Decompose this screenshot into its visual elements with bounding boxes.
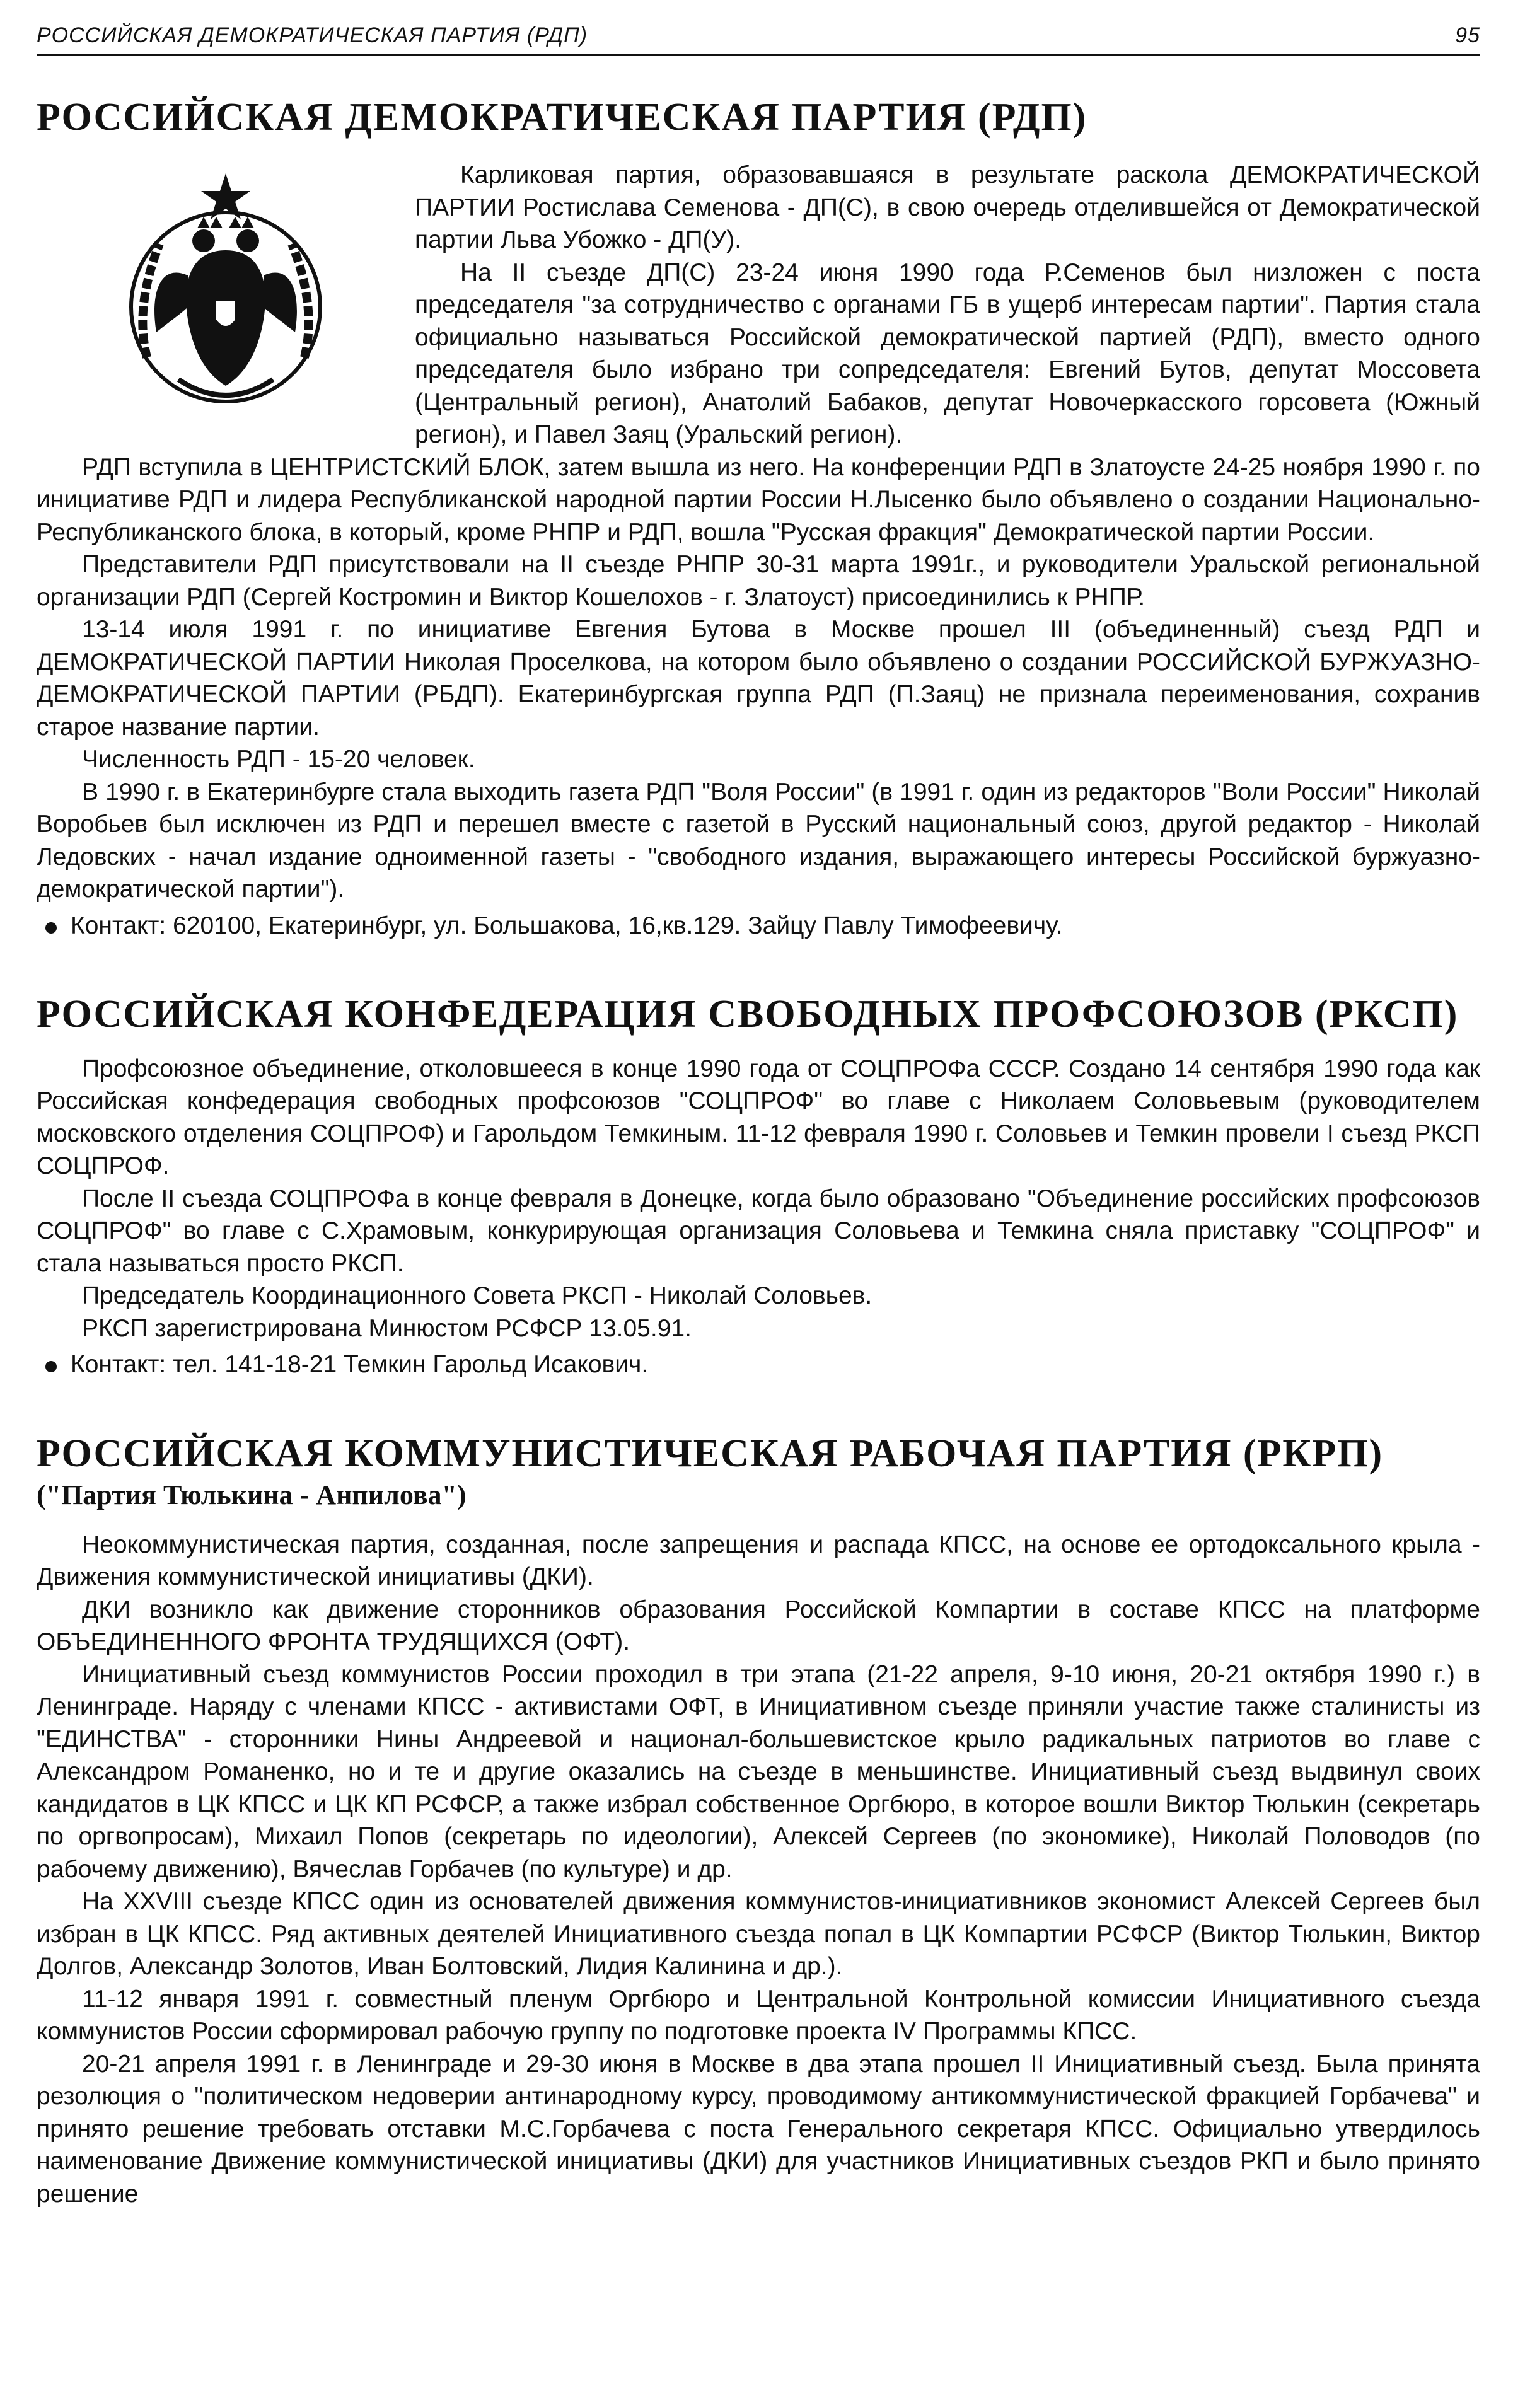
double-headed-eagle-emblem (37, 159, 415, 430)
bullet-icon (45, 922, 57, 934)
bullet-icon (45, 1361, 57, 1372)
running-title: РОССИЙСКАЯ ДЕМОКРАТИЧЕСКАЯ ПАРТИЯ (РДП) (37, 23, 588, 47)
rdp-paragraph-2: На II съезде ДП(С) 23-24 июня 1990 года Р.Семенов был низложен с поста председателя "за сотрудничество с органами ГБ в ущерб интересам партии". Партия стала официально называться Российской демократической партией (РДП), вместо одного председателя было избрано три сопредседателя: Евгений Бутов, депутат Моссовета (Центральный регион), Анатолий Бабаков, депутат Новочеркасского горсовета (Южный регион), и Павел Заяц (Уральский регион). (415, 258, 1480, 449)
rdp-paragraph-7: В 1990 г. в Екатеринбурге стала выходить газета РДП "Воля России" (в 1991 г. один из редакторов "Воли России" Николай Воробьев был исключен из РДП и перешел вместе с газетой в Русский национальный союз, другой редактор - Николай Ледовских - начал издание одноименной газеты - "свободного издания, выражающего интересы Российской буржуазно-демократической партии"). (37, 778, 1480, 903)
rdp-contact (37, 910, 1480, 942)
rdp-paragraph-3: РДП вступила в ЦЕНТРИСТСКИЙ БЛОК, затем вышла из него. На конференции РДП в Златоусте 24-25 ноября 1990 г. по инициативе РДП и лидера Республиканской народной партии России Н.Лысенко было объявлено о создании Национально-Республиканского блока, в который, кроме РНПР и РДП, вошла "Русская фракция" Демократической партии России. (37, 453, 1480, 546)
page-number: 95 (1455, 23, 1480, 47)
rdp-paragraph-6: Численность РДП - 15-20 человек. (82, 746, 475, 773)
section-title-rkrp: РОССИЙСКАЯ КОММУНИСТИЧЕСКАЯ РАБОЧАЯ ПАРТИЯ (РКРП) (37, 1432, 1384, 1475)
rkrp-paragraph-1: Неокоммунистическая партия, созданная, после запрещения и распада КПСС, на основе ее ортодоксального крыла - Движения коммунистической инициативы (ДКИ). (37, 1531, 1480, 1591)
section-rksp (37, 992, 1480, 1381)
section-title-rdp: РОССИЙСКАЯ ДЕМОКРАТИЧЕСКАЯ ПАРТИЯ (РДП) (37, 96, 1087, 139)
rkrp-paragraph-6: 20-21 апреля 1991 г. в Ленинграде и 29-30 июня в Москве в два этапа прошел II Инициативный съезд. Была принята резолюция о "политическом недоверии антинародному курсу, проводимому антикоммунистической фракцией Горбачева" и принято решение требовать отставки М.С.Горбачева с поста Генерального секретаря КПСС. Официально утвердилось наименование Движение коммунистической инициативы (ДКИ) для участников Инициативных съездов РКП и было принято решение (37, 2050, 1480, 2208)
running-header (37, 18, 1480, 56)
rksp-contact (37, 1348, 1480, 1381)
rdp-paragraph-5: 13-14 июля 1991 г. по инициативе Евгения Бутова в Москве прошел III (объединенный) съезд РДП и ДЕМОКРАТИЧЕСКОЙ ПАРТИИ Николая Проселкова, на котором было объявлено о создании РОССИЙСКОЙ БУРЖУАЗНО-ДЕМОКРАТИЧЕСКОЙ ПАРТИИ (РБДП). Екатеринбургская группа РДП (П.Заяц) не признала переименования, сохранив старое название партии. (37, 616, 1480, 741)
rksp-paragraph-4: РКСП зарегистрирована Минюстом РСФСР 13.05.91. (82, 1314, 692, 1342)
rksp-paragraph-3: Председатель Координационного Совета РКСП - Николай Соловьев. (82, 1282, 872, 1310)
rkrp-paragraph-4: На XXVIII съезде КПСС один из основателей движения коммунистов-инициативников экономист Алексей Сергеев был избран в ЦК КПСС. Ряд активных деятелей Инициативного съезда попал в ЦК Компартии РСФСР (Виктор Тюлькин, Виктор Долгов, Александр Золотов, Иван Болтовский, Лидия Калинина и др.). (37, 1888, 1480, 1981)
rdp-paragraph-4: Представители РДП присутствовали на II съезде РНПР 30-31 марта 1991г., и руководители Уральской региональной организации РДП (Сергей Костромин и Виктор Кошелохов - г. Златоуст) присоединились к РНПР. (37, 551, 1480, 611)
rksp-paragraph-1: Профсоюзное объединение, отколовшееся в конце 1990 года от СОЦПРОФа СССР. Создано 14 сентября 1990 года как Российская конфедерация свободных профсоюзов "СОЦПРОФ" во главе с Николаем Соловьевым (руководителем московского отделения СОЦПРОФ) и Гарольдом Темкиным. 11-12 февраля 1990 г. Соловьев и Темкин провели I съезд РКСП СОЦПРОФ. (37, 1055, 1480, 1180)
document-page (37, 18, 1480, 2210)
rkrp-paragraph-5: 11-12 января 1991 г. совместный пленум Оргбюро и Центральной Контрольной комиссии Инициативного съезда коммунистов России сформировал рабочую группу по подготовке проекта IV Программы КПСС. (37, 1985, 1480, 2046)
section-rdp (37, 95, 1480, 942)
rksp-contact-text: Контакт: тел. 141-18-21 Темкин Гарольд Исакович. (71, 1351, 649, 1379)
rkrp-paragraph-3: Инициативный съезд коммунистов России проходил в три этапа (21-22 апреля, 9-10 июня, 20-21 октября 1990 г.) в Ленинграде. Наряду с членами КПСС - активистами ОФТ, в Инициативном съезде приняли участие также сталинисты из "ЕДИНСТВА" - сторонники Нины Андреевой и национал-большевистское крыло радикальных патриотов во главе с Александром Романенко, но и те и другие оказались на съезде в меньшинстве. Инициативный съезд выдвинул своих кандидатов в ЦК КПСС и ЦК КП РСФСР, а также избрал собственное Оргбюро, в которое вошли Виктор Тюлькин (секретарь по оргвопросам), Михаил Попов (секретарь по идеологии), Алексей Сергеев (по экономике), Николай Половодов (по рабочему движению), Вячеслав Горбачев (по культуре) и др. (37, 1660, 1480, 1883)
section-rkrp (37, 1432, 1480, 2211)
rksp-paragraph-2: После II съезда СОЦПРОФа в конце февраля в Донецке, когда было образовано "Объединение российских профсоюзов СОЦПРОФ" во главе с С.Храмовым, конкурирующая организация Соловьева и Темкина сняла приставку "СОЦПРОФ" и стала называться просто РКСП. (37, 1184, 1480, 1277)
rdp-paragraph-1: Карликовая партия, образовавшаяся в результате раскола ДЕМОКРАТИЧЕСКОЙ ПАРТИИ Ростислава Семенова - ДП(С), в свою очередь отделившейся от Демократической партии Льва Убожко - ДП(У). (415, 161, 1480, 254)
section-subtitle-rkrp: ("Партия Тюлькина - Анпилова") (37, 1479, 467, 1510)
rkrp-paragraph-2: ДКИ возникло как движение сторонников образования Российской Компартии в составе КПСС на платформе ОБЪЕДИНЕННОГО ФРОНТА ТРУДЯЩИХСЯ (ОФТ). (37, 1595, 1480, 1656)
eagle-emblem-icon (122, 168, 330, 420)
section-title-rksp: РОССИЙСКАЯ КОНФЕДЕРАЦИЯ СВОБОДНЫХ ПРОФСОЮЗОВ (РКСП) (37, 993, 1459, 1036)
rdp-contact-text: Контакт: 620100, Екатеринбург, ул. Большакова, 16,кв.129. Зайцу Павлу Тимофеевичу. (71, 912, 1063, 939)
